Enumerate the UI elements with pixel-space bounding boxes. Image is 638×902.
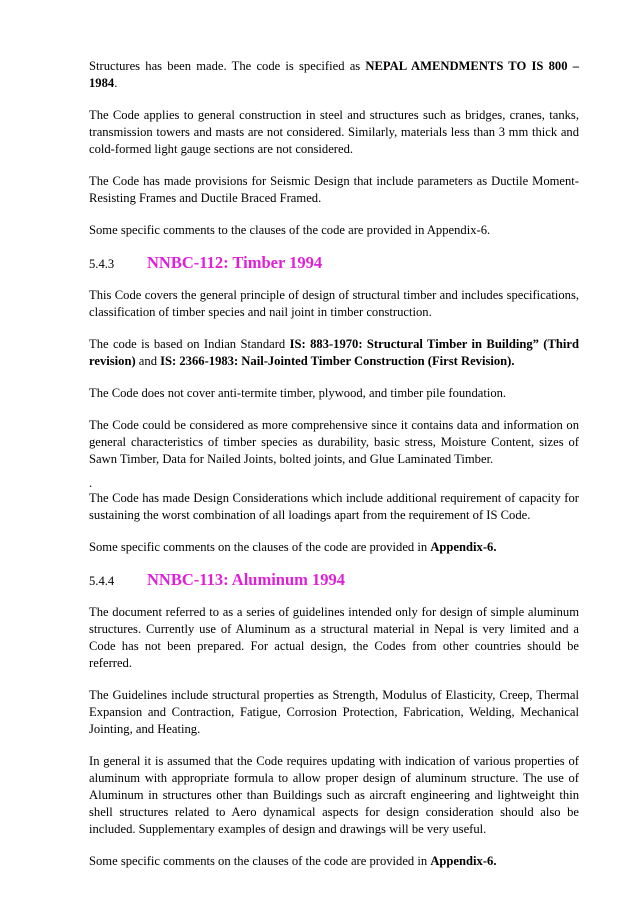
- text-run: The code is based on Indian Standard: [89, 337, 290, 351]
- bold-standard-ref: IS: 2366-1983: Nail-Jointed Timber Construction (First Revision).: [160, 354, 515, 368]
- paragraph-aluminum-comments: [89, 853, 579, 870]
- bold-appendix-ref: Appendix-6.: [430, 540, 497, 554]
- paragraph-seismic-design: The Code has made provisions for Seismic Design that include parameters as Ductile Moment-Resisting Frames and Ductile Braced Framed.: [89, 174, 579, 205]
- bold-code-name: NEPAL AMENDMENTS TO IS 800 – 1984: [89, 59, 579, 90]
- section-title: NNBC-113: Aluminum 1994: [147, 570, 346, 589]
- text-run: and: [135, 354, 161, 368]
- text-run: Some specific comments on the clauses of the code are provided in: [89, 540, 431, 554]
- bold-standard-ref: IS: 883-1970: Structural Timber in Building” (Third revision): [89, 337, 579, 368]
- paragraph-timber-basis: [89, 336, 579, 370]
- paragraph-aluminum-scope: The document referred to as a series of guidelines intended only for design of simple aluminum structures. Currently use of Aluminum as a structural material in Nepal is very limited and a Code has not been prepared. For actual design, the Codes from other countries should be referred.: [89, 605, 579, 670]
- section-heading-timber: [89, 254, 579, 273]
- paragraph-steel-amendments: [89, 58, 579, 92]
- paragraph-aluminum-properties: The Guidelines include structural properties as Strength, Modulus of Elasticity, Creep, Thermal Expansion and Contraction, Fatigue, Corrosion Protection, Fabrication, Welding, Mechanical Jointing, and Heating.: [89, 688, 579, 736]
- section-number: 5.4.4: [89, 574, 115, 588]
- section-number: 5.4.3: [89, 257, 115, 271]
- paragraph-steel-scope: The Code applies to general construction in steel and structures such as bridges, cranes, tanks, transmission towers and masts are not considered. Similarly, materials less than 3 mm thick and cold-formed light gauge sections are not considered.: [89, 108, 579, 156]
- paragraph-timber-comprehensive: The Code could be considered as more comprehensive since it contains data and information on general characteristics of timber species as durability, basic stress, Moisture Content, sizes of Sawn Timber, Data for Nailed Joints, bolted joints, and Glue Laminated Timber.: [89, 418, 579, 466]
- paragraph-timber-design: The Code has made Design Considerations which include additional requirement of capacity for sustaining the worst combination of all loadings apart from the requirement of IS Code.: [89, 491, 579, 522]
- paragraph-timber-comments: [89, 539, 579, 556]
- paragraph-timber-exclusions: The Code does not cover anti-termite timber, plywood, and timber pile foundation.: [89, 386, 507, 400]
- section-title: NNBC-112: Timber 1994: [147, 253, 323, 272]
- text-run: Some specific comments on the clauses of the code are provided in: [89, 854, 431, 868]
- paragraph-timber-scope: This Code covers the general principle of design of structural timber and includes specifications, classification of timber species and nail joint in timber construction.: [89, 288, 579, 319]
- document-page: [89, 58, 579, 885]
- paragraph-aluminum-updating: In general it is assumed that the Code requires updating with indication of various properties of aluminum with appropriate formula to allow proper design of aluminum structure. The use of Aluminum in structures other than Buildings such as aircraft engineering and lightweight thin shell structures related to Aero dynamical aspects for design consideration should also be included. Supplementary examples of design and drawings will be very useful.: [89, 754, 579, 836]
- bold-appendix-ref: Appendix-6.: [430, 854, 497, 868]
- text-run: .: [114, 76, 118, 90]
- text-run: Structures has been made. The code is specified as: [89, 59, 366, 73]
- stray-dot: .: [89, 476, 93, 490]
- section-heading-aluminum: [89, 571, 579, 590]
- paragraph-steel-comments: Some specific comments to the clauses of the code are provided in Appendix-6.: [89, 223, 491, 237]
